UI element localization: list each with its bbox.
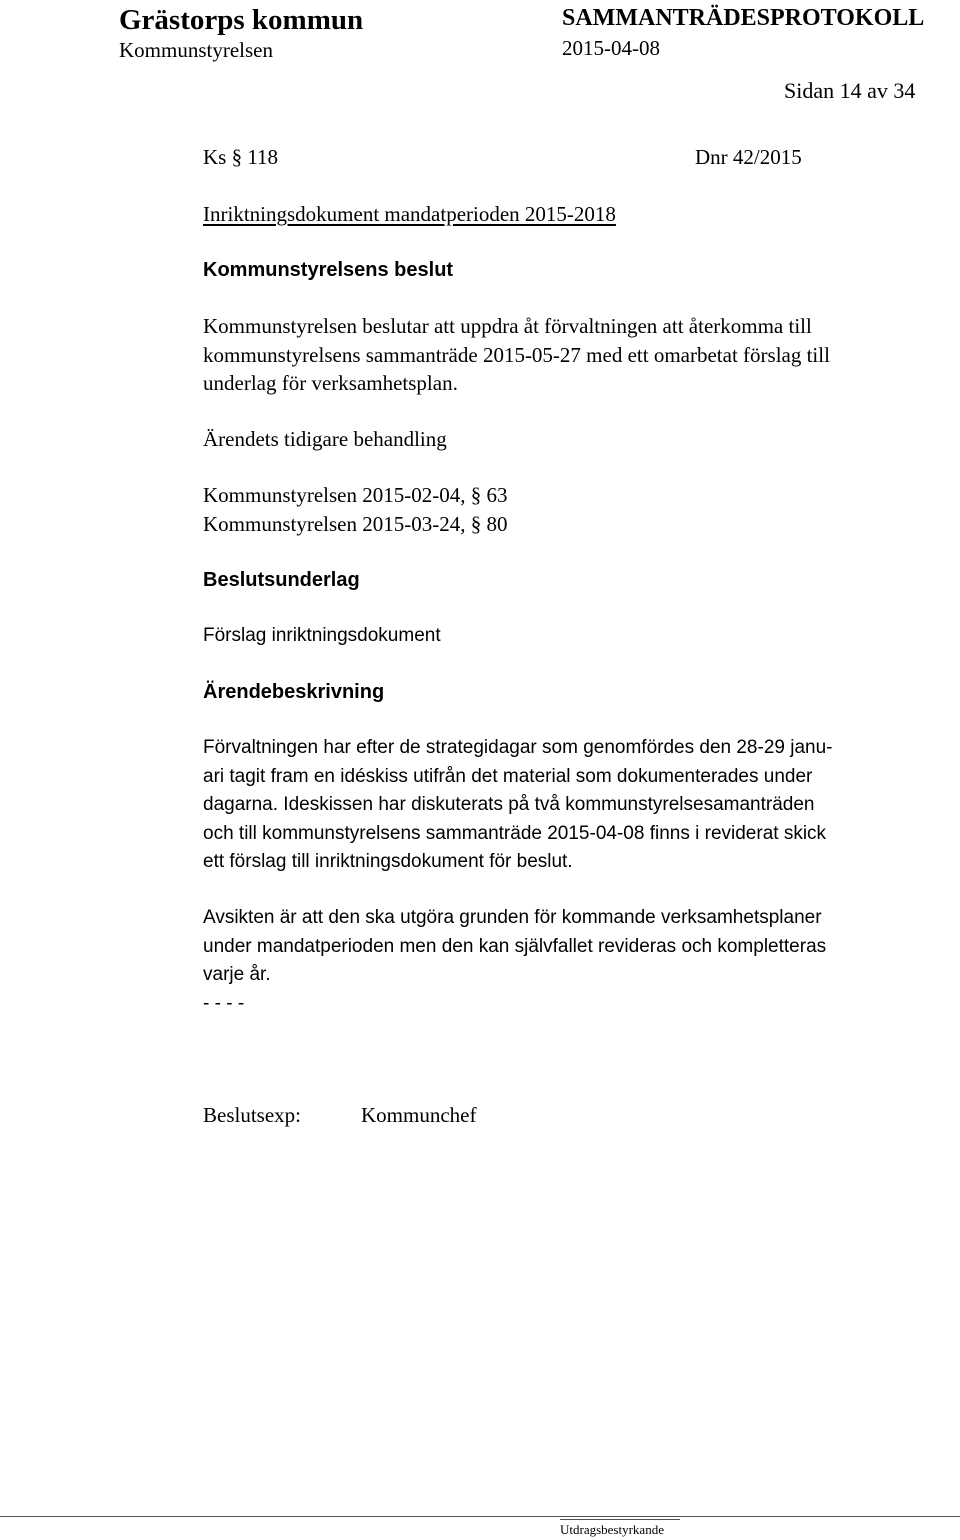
- distribution-label: Beslutsexp:: [203, 1103, 301, 1127]
- footer-rule: [0, 1516, 960, 1517]
- meeting-date: 2015-04-08: [562, 36, 660, 60]
- case-description-line: dagarna. Ideskissen har diskuterats på två kommunstyrelsesamanträden: [203, 794, 815, 815]
- purpose-line: Avsikten är att den ska utgöra grunden för kommande verksamhetsplaner: [203, 907, 822, 928]
- decision-basis-heading: Beslutsunderlag: [203, 569, 360, 591]
- case-dnr: Dnr 42/2015: [695, 145, 802, 169]
- separator-text: - - - -: [203, 993, 245, 1014]
- page-number: Sidan 14 av 34: [784, 78, 916, 103]
- decision-line: Kommunstyrelsen beslutar att uppdra åt förvaltningen att återkomma till: [203, 314, 812, 338]
- committee-name: Kommunstyrelsen: [119, 38, 273, 62]
- purpose-line: under mandatperioden men den kan självfallet revideras och kompletteras: [203, 936, 827, 957]
- case-description-line: och till kommunstyrelsens sammanträde 2015-04-08 finns i reviderat skick: [203, 823, 827, 844]
- case-title: Inriktningsdokument mandatperioden 2015-2018: [203, 202, 616, 226]
- decision-line: underlag för verksamhetsplan.: [203, 371, 458, 395]
- purpose-line: varje år.: [203, 964, 271, 985]
- document-type: SAMMANTRÄDESPROTOKOLL: [562, 5, 925, 31]
- case-description-line: ett förslag till inriktningsdokument för beslut.: [203, 851, 573, 872]
- signature-box-rule: [560, 1519, 680, 1520]
- certification-label: Utdragsbestyrkande: [560, 1522, 664, 1537]
- case-paragraph-number: Ks § 118: [203, 145, 279, 169]
- previous-handling-line: Kommunstyrelsen 2015-02-04, § 63: [203, 483, 508, 507]
- decision-basis-text: Förslag inriktningsdokument: [203, 625, 441, 646]
- previous-handling-heading: Ärendets tidigare behandling: [203, 427, 447, 451]
- organization-name: Grästorps kommun: [119, 4, 364, 36]
- decision-heading: Kommunstyrelsens beslut: [203, 259, 454, 281]
- case-description-line: ari tagit fram en idéskiss utifrån det material som dokumenterades under: [203, 766, 813, 787]
- distribution-recipient: Kommunchef: [361, 1103, 477, 1127]
- case-description-heading: Ärendebeskrivning: [203, 681, 385, 703]
- case-description-line: Förvaltningen har efter de strategidagar som genomfördes den 28-29 janu-: [203, 737, 833, 758]
- decision-line: kommunstyrelsens sammanträde 2015-05-27 med ett omarbetat förslag till: [203, 343, 830, 367]
- previous-handling-line: Kommunstyrelsen 2015-03-24, § 80: [203, 512, 508, 536]
